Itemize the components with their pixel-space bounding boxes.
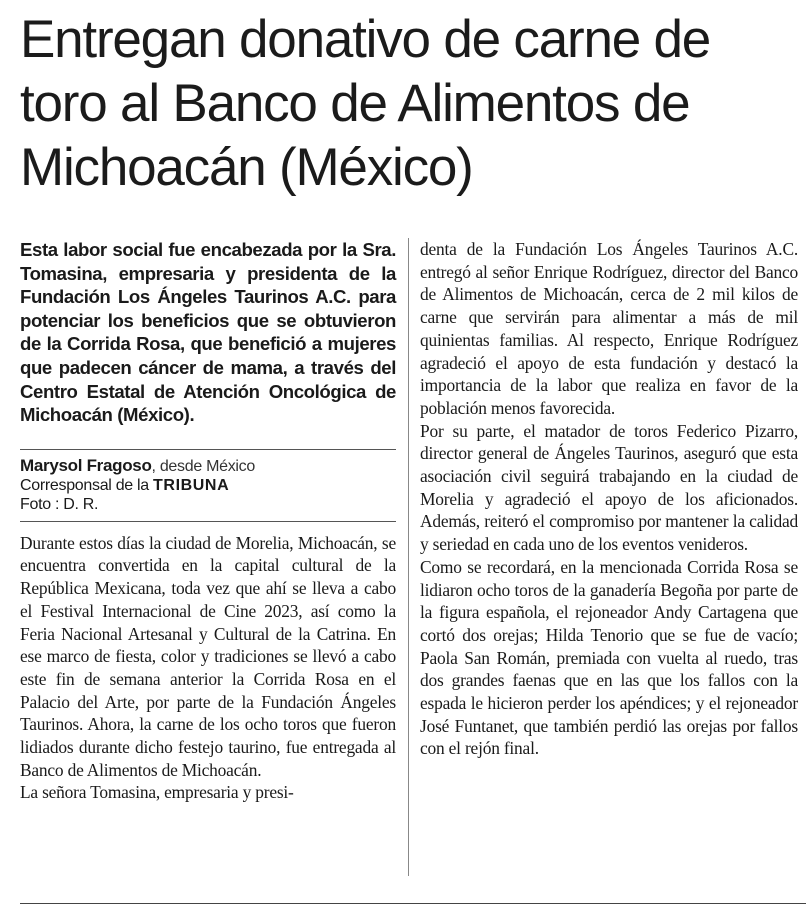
body-paragraph: Por su parte, el matador de toros Federico Pizarro, director general de Ángeles Taurinos, aseguró que esta asociación civil seguirá trabajando en la ciudad de Morelia y agradeció el apoyo de los aficionados. Además, reiteró el compromiso por mantener la calidad y seriedad en cada uno de los eventos venideros. bbox=[420, 420, 798, 555]
headline: Entregan donativo de carne de toro al Banco de Alimentos de Michoacán (México) bbox=[20, 10, 711, 197]
byline bbox=[20, 456, 396, 514]
body-paragraph: Durante estos días la ciudad de Morelia, Michoacán, se encuentra convertida en la capital cultural de la República Mexicana, toda vez que ahí se lleva a cabo el Festival Internacional de Cine 2023, así como la Feria Nacional Artesanal y Cultural de la Catrina. En ese marco de fiesta, color y tradiciones se llevó a cabo este fin de semana anterior la Corrida Rosa en el Palacio del Arte, por parte de la Fundación Ángeles Taurinos. Ahora, la carne de los ocho toros que fueron lidiados durante dicho festejo taurino, fue entregada al Banco de Alimentos de Michoacán. bbox=[20, 532, 396, 780]
body-left bbox=[20, 532, 396, 804]
right-column bbox=[420, 238, 798, 760]
body-paragraph: La señora Tomasina, empresaria y presi- bbox=[20, 782, 294, 803]
column-divider bbox=[408, 238, 409, 876]
correspondent-label: Corresponsal de la bbox=[20, 476, 154, 494]
byline-bottom-rule bbox=[20, 521, 396, 522]
body-paragraph: denta de la Fundación Los Ángeles Taurinos A.C. entregó al señor Enrique Rodríguez, director del Banco de Alimentos de Michoacán, cerca de 2 mil kilos de carne que servirán para alimentar a más de mil quinientas familias. Al respecto, Enrique Rodríguez agradeció el apoyo de esta fundación y destacó la importancia de la labor que realiza en favor de la población menos favorecida. bbox=[420, 239, 798, 418]
byline-top-rule bbox=[20, 449, 396, 450]
left-column bbox=[20, 238, 396, 804]
author-location: , desde México bbox=[151, 457, 255, 475]
body-right bbox=[420, 238, 798, 760]
photo-credit: Foto : D. R. bbox=[20, 495, 99, 513]
author-name: Marysol Fragoso bbox=[20, 455, 152, 475]
bottom-rule bbox=[20, 903, 806, 904]
publication-name: TRIBUNA bbox=[153, 476, 230, 494]
body-paragraph: Como se recordará, en la mencionada Corrida Rosa se lidiaron ocho toros de la ganadería Begoña por parte de la figura española, el rejoneador Andy Cartagena que cortó dos orejas; Hilda Tenorio que se fue de vacío; Paola San Román, premiada con vuelta al ruedo, tras dos grandes faenas que en las que los fallos con la espada le hicieron perder los apéndices; y el rejoneador José Funtanet, que también perdió las orejas por fallos con el rejón final. bbox=[420, 556, 798, 759]
lead-paragraph: Esta labor social fue encabezada por la Sra. Tomasina, empresaria y presidenta de la Fundación Los Ángeles Taurinos A.C. para potenciar los beneficios que se obtuvieron de la Corrida Rosa, que benefició a mujeres que padecen cáncer de mama, a través del Centro Estatal de Atención Oncológica de Michoacán (México). bbox=[20, 239, 396, 426]
